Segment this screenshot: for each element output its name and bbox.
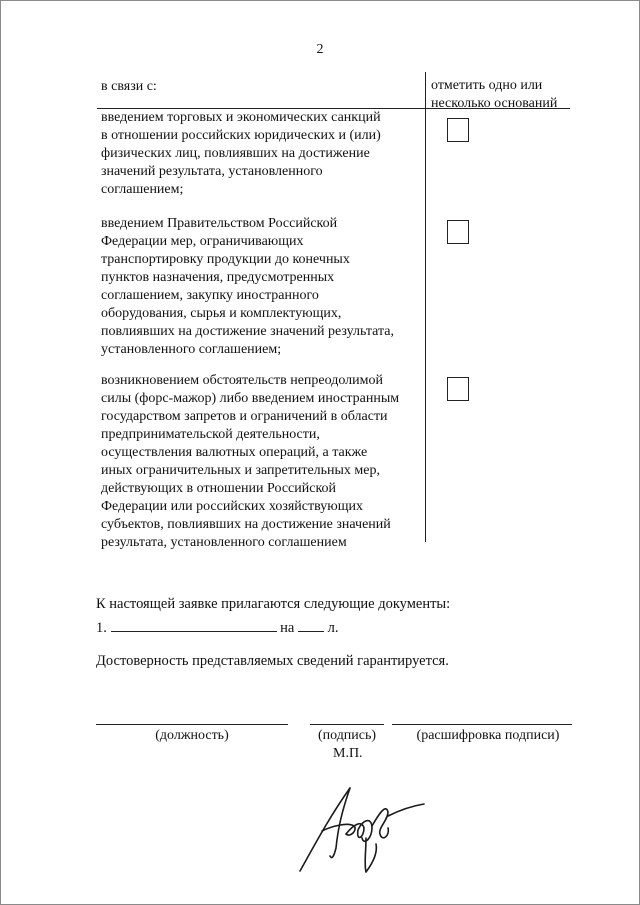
signature-caption: (подпись)	[317, 728, 377, 743]
reason-line: повлиявших на достижение значений результата,	[101, 324, 395, 339]
reason-line: установленного соглашением;	[101, 342, 282, 357]
reason-line: введением торговых и экономических санкций	[101, 110, 381, 125]
reason-line: государством запретов и ограничений в области	[101, 409, 388, 424]
page-number: 2	[316, 42, 324, 57]
decoding-caption: (расшифровка подписи)	[416, 728, 560, 743]
reason-line: соглашением, закупку иностранного	[101, 288, 319, 303]
reason-line: Федерации мер, ограничивающих	[101, 234, 304, 249]
reason-line: иных ограничительных и запретительных мер,	[101, 463, 381, 478]
attachment-item-number: 1.	[96, 620, 107, 636]
table-header-left: в связи с:	[101, 79, 157, 94]
stamp-place-label: М.П.	[333, 746, 363, 761]
reason-line: значений результата, установленного	[101, 164, 323, 179]
reason-line: субъектов, повлиявших на достижение значений	[101, 517, 391, 532]
table-header-right-line: отметить одно или	[431, 78, 543, 93]
reason-sanctions-checkbox[interactable]	[447, 118, 469, 142]
reason-line: в отношении российских юридических и (или)	[101, 128, 381, 143]
attachment-sheets-label: л.	[327, 620, 339, 636]
reason-line: соглашением;	[101, 182, 184, 197]
reason-government-measures-checkbox[interactable]	[447, 220, 469, 244]
guarantee-statement: Достоверность представляемых сведений гарантируется.	[96, 653, 449, 669]
reason-line: предпринимательской деятельности,	[101, 427, 320, 442]
reason-line: действующих в отношении Российской	[101, 481, 337, 496]
reason-force-majeure-checkbox[interactable]	[447, 377, 469, 401]
table-header-right-line: несколько оснований	[431, 96, 558, 111]
reason-line: физических лиц, повлиявших на достижение	[101, 146, 370, 161]
position-caption: (должность)	[155, 728, 229, 743]
handwritten-signature	[292, 776, 432, 886]
signature-decoding-line[interactable]	[392, 724, 572, 725]
attachments-intro: К настоящей заявке прилагаются следующие документы:	[96, 596, 451, 612]
table-column-divider	[425, 72, 426, 542]
table-header-right	[431, 77, 581, 113]
reason-line: оборудования, сырья и комплектующих,	[101, 306, 342, 321]
attachment-name-field[interactable]	[111, 617, 277, 632]
reason-line: силы (форс-мажор) либо введением иностранным	[101, 391, 400, 406]
reason-line: пунктов назначения, предусмотренных	[101, 270, 335, 285]
reason-force-majeure	[101, 372, 419, 552]
reason-line: введением Правительством Российской	[101, 216, 338, 231]
attachment-sheets-field[interactable]	[298, 617, 324, 632]
attachment-on-label: на	[280, 620, 295, 636]
attachment-item	[96, 617, 338, 637]
reason-line: осуществления валютных операций, а также	[101, 445, 368, 460]
reason-sanctions	[101, 109, 419, 199]
reason-line: результата, установленного соглашением	[101, 535, 347, 550]
reason-line: возникновением обстоятельств непреодолимой	[101, 373, 383, 388]
position-line[interactable]	[96, 724, 288, 725]
reason-government-measures	[101, 215, 419, 359]
signature-line[interactable]	[310, 724, 384, 725]
reason-line: Федерации или российских хозяйствующих	[101, 499, 363, 514]
reason-line: транспортировку продукции до конечных	[101, 252, 350, 267]
